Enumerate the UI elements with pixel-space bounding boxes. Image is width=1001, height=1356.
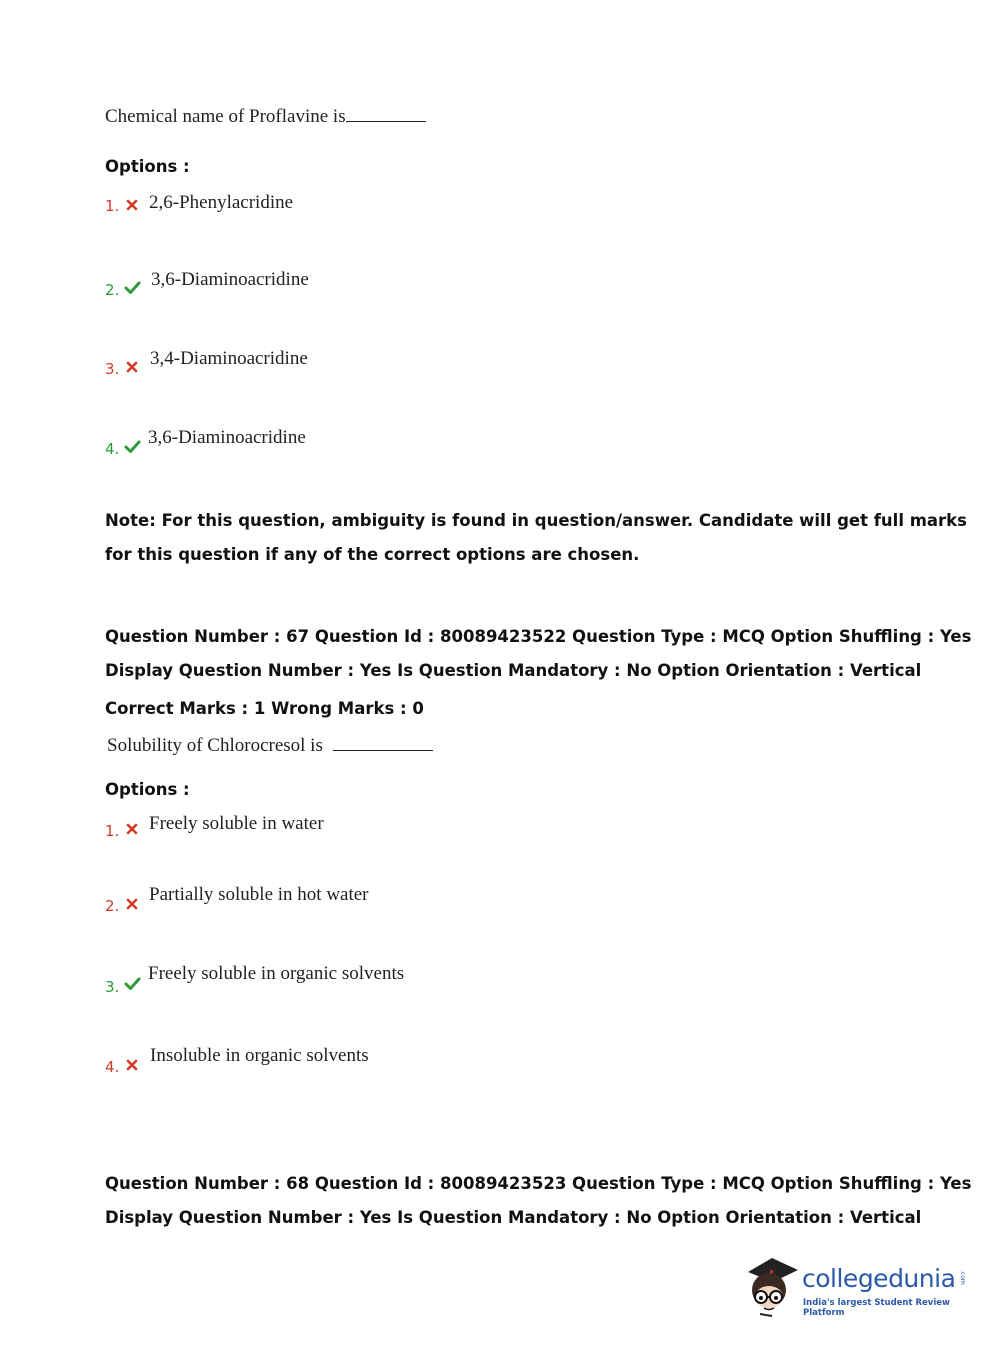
question-meta-line-1: Question Number : 68 Question Id : 80089423523 Question Type : MCQ Option Shuffling : Yes [105,1174,972,1193]
options-label: Options : [105,157,190,176]
option-row [105,359,119,378]
collegedunia-logo [742,1250,970,1320]
option-text: Freely soluble in water [149,813,324,834]
answer-blank [346,121,426,122]
cross-icon [126,823,138,835]
question-marks: Correct Marks : 1 Wrong Marks : 0 [105,699,424,718]
option-number: 2. [105,281,120,299]
option-text: Partially soluble in hot water [149,884,369,905]
note-line-1: Note: For this question, ambiguity is found in question/answer. Candidate will get full marks [105,511,967,530]
options-label: Options : [105,780,190,799]
option-text: 3,4-Diaminoacridine [150,348,308,369]
option-row [105,977,119,996]
option-number: 1. [105,197,120,215]
option-number: 3. [105,360,120,378]
option-text: 3,6-Diaminoacridine [148,427,306,448]
option-row [105,821,119,840]
cross-icon [126,361,138,373]
question-meta-line-1: Question Number : 67 Question Id : 80089423522 Question Type : MCQ Option Shuffling : Yes [105,627,972,646]
answer-blank [333,750,433,751]
check-icon [124,977,141,991]
option-row [105,439,119,458]
option-text: Insoluble in organic solvents [150,1045,369,1066]
question-meta-line-2: Display Question Number : Yes Is Question Mandatory : No Option Orientation : Vertical [105,1208,922,1227]
option-row [105,196,119,215]
mascot-icon [742,1250,800,1318]
option-number: 1. [105,822,120,840]
question-text [105,106,426,128]
question-text-label: Solubility of Chlorocresol is [107,735,323,756]
logo-com: .com [959,1270,966,1285]
question-text-label: Chemical name of Proflavine is [105,106,346,127]
option-text: Freely soluble in organic solvents [148,963,405,984]
option-row [105,1057,119,1076]
check-icon [124,281,141,295]
option-text: 3,6-Diaminoacridine [151,269,309,290]
cross-icon [126,898,138,910]
option-text: 2,6-Phenylacridine [149,192,294,213]
cross-icon [126,199,138,211]
question-meta-line-2: Display Question Number : Yes Is Question Mandatory : No Option Orientation : Vertical [105,661,922,680]
cross-icon [126,1059,138,1071]
option-number: 4. [105,1058,120,1076]
question-text [107,735,433,757]
check-icon [124,440,141,454]
logo-wordmark: collegedunia [802,1264,956,1293]
option-row [105,896,119,915]
option-row [105,280,119,299]
option-number: 2. [105,897,120,915]
note-line-2: for this question if any of the correct options are chosen. [105,545,640,564]
option-number: 4. [105,440,120,458]
option-number: 3. [105,978,120,996]
logo-tagline: India's largest Student Review Platform [803,1298,950,1318]
